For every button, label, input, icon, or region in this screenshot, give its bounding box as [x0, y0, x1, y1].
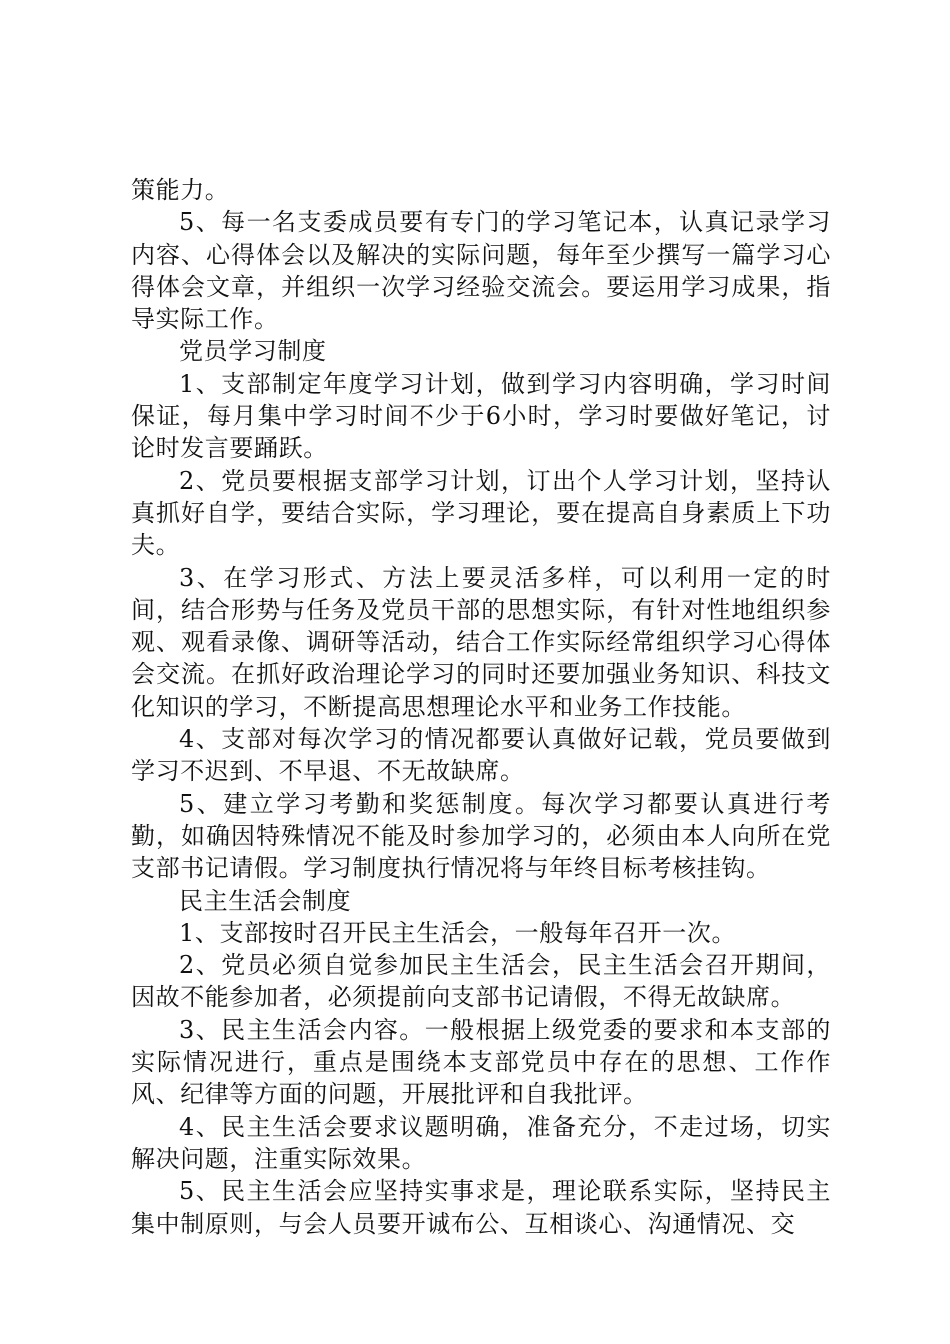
paragraph-study-item-1: 1、支部制定年度学习计划，做到学习内容明确，学习时间保证，每月集中学习时间不少于6小时，学习时要做好笔记，讨论时发言要踊跃。 [131, 369, 831, 463]
paragraph-meeting-item-5: 5、民主生活会应坚持实事求是，理论联系实际，坚持民主集中制原则，与会人员要开诚布公、互相谈心、沟通情况、交 [131, 1177, 831, 1238]
section-heading-party-member-study: 党员学习制度 [179, 337, 327, 366]
paragraph-continuation: 策能力。 [131, 176, 230, 204]
paragraph-study-item-3: 3、在学习形式、方法上要灵活多样，可以利用一定的时间，结合形势与任务及党员干部的思想实际，有针对性地组织参观、观看录像、调研等活动，结合工作实际经常组织学习心得体会交流。在抓好政治理论学习的同时还要加强业务知识、科技文化知识的学习，不断提高思想理论水平和业务工作技能。 [131, 563, 831, 721]
paragraph-meeting-item-1: 1、支部按时召开民主生活会，一般每年召开一次。 [179, 918, 737, 947]
paragraph-study-item-5: 5、建立学习考勤和奖惩制度。每次学习都要认真进行考勤，如确因特殊情况不能及时参加学习的，必须由本人向所在党支部书记请假。学习制度执行情况将与年终目标考核挂钩。 [131, 789, 831, 883]
section-heading-democratic-life-meeting: 民主生活会制度 [179, 886, 352, 915]
paragraph-meeting-item-4: 4、民主生活会要求议题明确，准备充分，不走过场，切实解决问题，注重实际效果。 [131, 1112, 831, 1173]
paragraph-study-item-2: 2、党员要根据支部学习计划，订出个人学习计划，坚持认真抓好自学，要结合实际，学习理论，要在提高自身素质上下功夫。 [131, 466, 831, 560]
document-body [131, 174, 831, 1240]
paragraph-meeting-item-3: 3、民主生活会内容。一般根据上级党委的要求和本支部的实际情况进行，重点是围绕本支部党员中存在的思想、工作作风、纪律等方面的问题，开展批评和自我批评。 [131, 1015, 831, 1109]
paragraph-meeting-item-2: 2、党员必须自觉参加民主生活会，民主生活会召开期间，因故不能参加者，必须提前向支部书记请假，不得无故缺席。 [131, 951, 831, 1012]
paragraph-study-item-4: 4、支部对每次学习的情况都要认真做好记载，党员要做到学习不迟到、不早退、不无故缺席。 [131, 725, 831, 786]
paragraph-committee-item-5: 5、每一名支委成员要有专门的学习笔记本，认真记录学习内容、心得体会以及解决的实际问题，每年至少撰写一篇学习心得体会文章，并组织一次学习经验交流会。要运用学习成果，指导实际工作。 [131, 208, 831, 334]
